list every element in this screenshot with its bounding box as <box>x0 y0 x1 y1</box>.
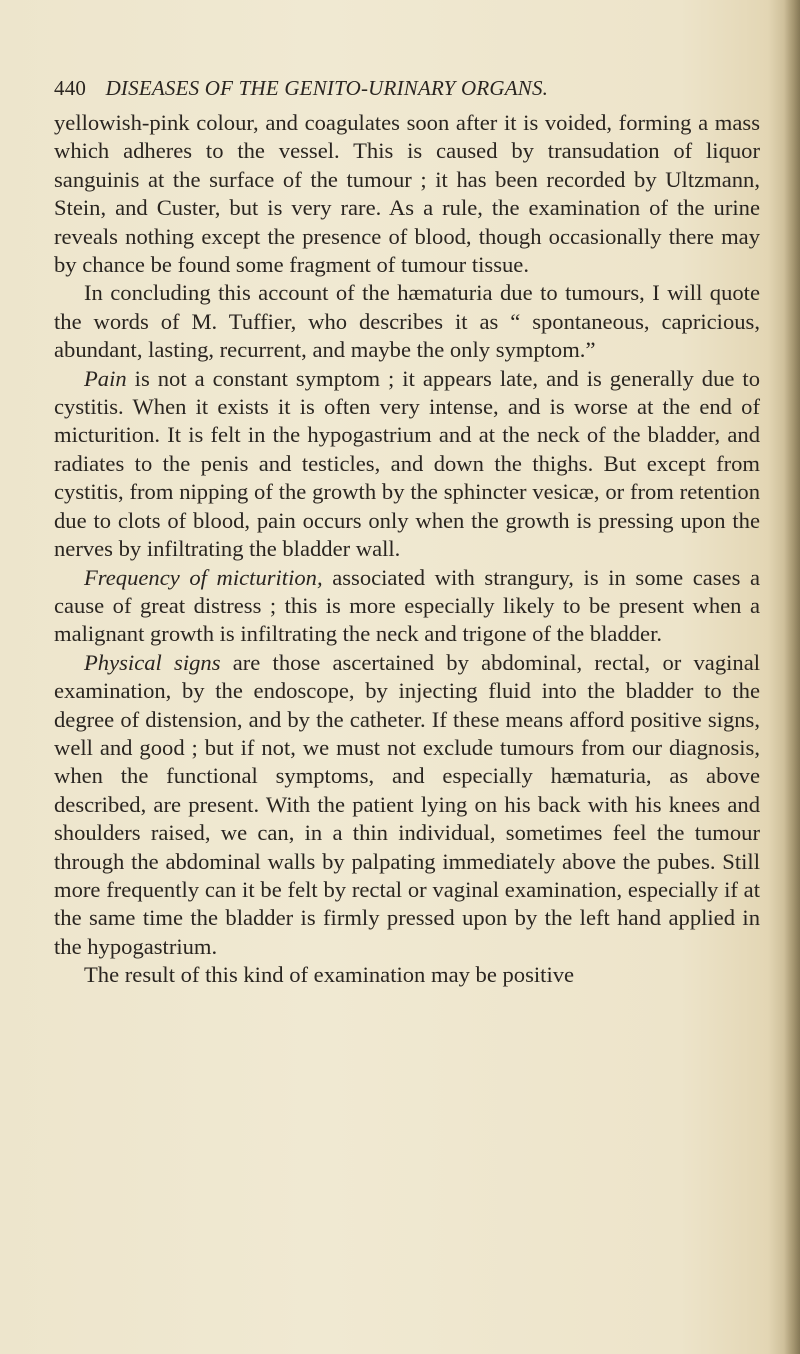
paragraph-text: The result of this kind of examination may be positive <box>84 962 575 988</box>
running-head <box>54 76 734 106</box>
paragraph-lead: Frequency of micturition, <box>84 564 323 590</box>
paragraph-lead: Pain <box>84 365 127 391</box>
paragraph-urine-colour <box>54 109 760 279</box>
paragraph-text: are those ascertained by abdominal, rectal, or vaginal examination, by the endoscope, by injecting fluid into the bladder to the degree of distension, and by the catheter. If these means afford positive signs, well and good ; but if not, we must not exclude tumours from our diagnosis, when the functional symptoms, and especially hæmaturia, as above described, are present. With the patient lying on his back with his knees and shoulders raised, we can, in a thin individual, sometimes feel the tumour through the abdominal walls by palpating immediately above the pubes. Still more frequently can it be felt by rectal or vaginal examination, especially if at the same time the bladder is firmly pressed upon by the left hand applied in the hypogastrium. <box>54 649 760 959</box>
paragraph-text: yellowish-pink colour, and coagulates soon after it is voided, forming a mass which adheres to the vessel. This is caused by transudation of liquor sanguinis at the surface of the tumour ; it has been recorded by Ultzmann, Stein, and Custer, but is very rare. As a rule, the examination of the urine reveals nothing except the presence of blood, though occasionally there may by chance be found some fragment of tumour tissue. <box>54 110 760 278</box>
paragraph-text: In concluding this account of the hæmaturia due to tumours, I will quote the words of M. Tuffier, who describes it as “ spontaneous, capricious, abundant, lasting, recurrent, and maybe the only symptom.” <box>54 280 760 363</box>
paragraph-result <box>54 961 760 989</box>
paragraph-text: is not a constant symptom ; it appears late, and is generally due to cystitis. When it exists it is often very intense, and is worse at the end of micturition. It is felt in the hypogastrium and at the neck of the bladder, and radiates to the penis and testicles, and down the thighs. But except from cystitis, from nipping of the growth by the sphincter vesicæ, or from retention due to clots of blood, pain occurs only when the growth is pressing upon the nerves by infiltrating the bladder wall. <box>54 365 760 562</box>
page-edge-shadow <box>784 0 800 1354</box>
paragraph-pain <box>54 365 760 564</box>
paragraph-physical-signs <box>54 649 760 961</box>
body-text <box>54 109 760 990</box>
paragraph-lead: Physical signs <box>84 649 221 675</box>
paragraph-frequency <box>54 564 760 649</box>
paragraph-tuffier-quote <box>54 279 760 364</box>
paragraph-text: associated with strangury, is in some cases a cause of great distress ; this is more especially likely to be present when a malignant growth is infiltrating the neck and trigone of the bladder. <box>54 564 760 647</box>
page-number: 440 <box>54 76 87 100</box>
running-title: DISEASES OF THE GENITO-URINARY ORGANS. <box>105 76 549 100</box>
